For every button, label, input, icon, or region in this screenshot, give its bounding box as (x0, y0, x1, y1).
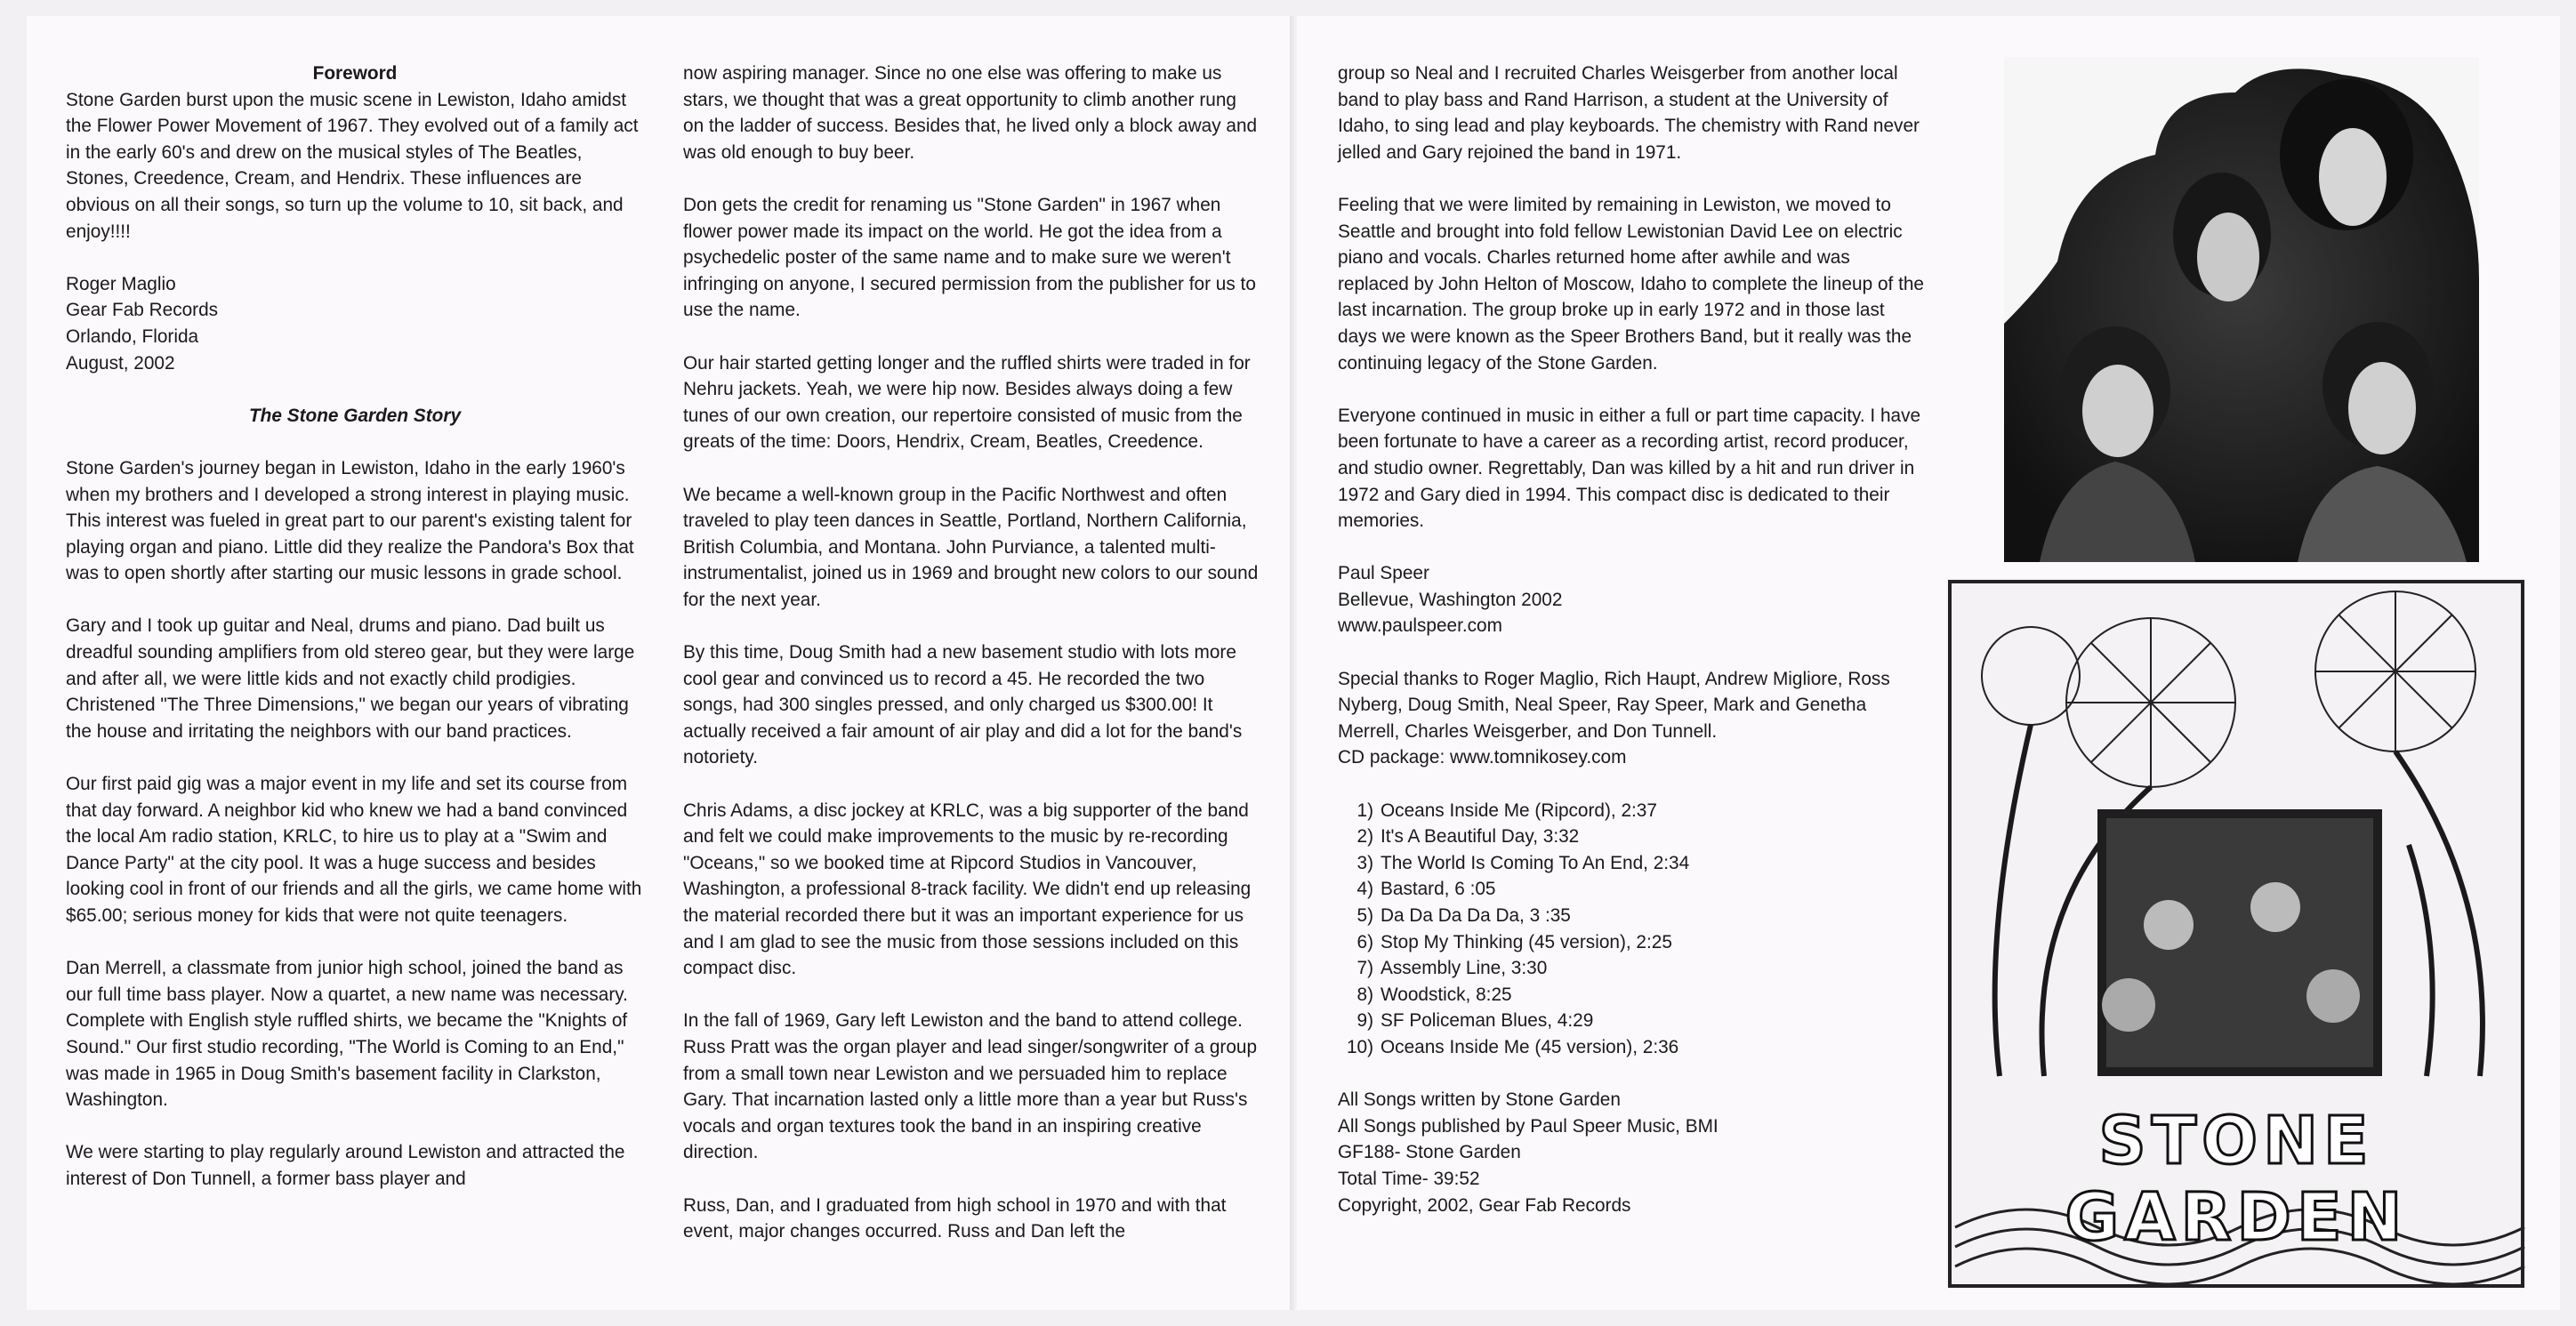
story-paragraph: Feeling that we were limited by remaining in Lewiston, we moved to Seattle and brought into fold fellow Lewistonian David Lee on electric piano and vocals. Charles returned home after awhile and was replaced by John Helton of Moscow, Idaho to complete the lineup of the last incarnation. The group broke up in early 1972 and in those last days we were known as the Speer Brothers Band, but it really was the continuing legacy of the Stone Garden. (1338, 194, 1924, 374)
track-title: Assembly Line, 3:30 (1381, 958, 1548, 979)
story-signature (1338, 560, 1925, 639)
track-number: 10) (1346, 1036, 1373, 1057)
track-title: The World Is Coming To An End, 2:34 (1381, 852, 1690, 873)
track-number: 5) (1356, 905, 1373, 926)
track-item (1338, 798, 1925, 824)
story-paragraph: Our hair started getting longer and the ruffled shirts were traded in for Nehru jackets. Yeah, we were hip now. Besides always doing a few tunes of our own creation, our repertoire consisted of music from the greats of the time: Doors, Hendrix, Cream, Beatles, Creedence. (683, 352, 1251, 453)
track-title: Bastard, 6 :05 (1381, 879, 1496, 900)
credit-line: All Songs published by Paul Speer Music, BMI (1338, 1115, 1719, 1137)
story-paragraph: By this time, Doug Smith had a new basement studio with lots more cool gear and convinced us to record a 45. He recorded the two songs, had 300 singles pressed, and only charged us $300.00! It actually received a fair amount of air play and did a lot for the band's notoriety. (683, 642, 1243, 768)
signature-line: Paul Speer (1338, 563, 1429, 584)
story-paragraph: Gary and I took up guitar and Neal, drums and piano. Dad built us dreadful sounding amplifiers from old stereo gear, but they were large and after all, we were little kids and not exactly child prodigies. Christened "The Three Dimensions," we began our years of vibrating the house and irritating the neighbors with our band practices. (66, 615, 635, 742)
track-number: 2) (1356, 826, 1373, 848)
track-title: It's A Beautiful Day, 3:32 (1381, 826, 1580, 848)
credit-line: Copyright, 2002, Gear Fab Records (1338, 1194, 1631, 1216)
story-paragraph: Dan Merrell, a classmate from junior high school, joined the band as our full time bass player. Now a quartet, a new name was necessary. Complete with English style ruffled shirts, we became the "Knights of Sound." Our first studio recording, "The World is Coming to an End," was made in 1965 in Doug Smith's basement facility in Clarkston, Washington. (66, 958, 628, 1111)
track-item (1338, 850, 1925, 877)
story-paragraph: We were starting to play regularly around Lewiston and attracted the interest of Don Tunnell, a former bass player and (66, 1142, 625, 1189)
signature-line: Orlando, Florida (66, 325, 199, 347)
track-item (1338, 903, 1925, 929)
text-column-2 (683, 60, 1261, 1271)
text-column-1 (66, 60, 644, 1218)
signature-line: Gear Fab Records (66, 300, 219, 321)
story-title: The Stone Garden Story (248, 405, 462, 426)
track-item (1338, 824, 1925, 850)
special-thanks (1338, 666, 1925, 771)
track-item (1338, 955, 1925, 982)
credit-line: Total Time- 39:52 (1338, 1168, 1480, 1189)
track-item (1338, 1034, 1925, 1061)
track-number: 8) (1356, 984, 1373, 1005)
track-number: 9) (1356, 1010, 1373, 1032)
track-title: Oceans Inside Me (Ripcord), 2:37 (1381, 800, 1657, 821)
story-paragraph: In the fall of 1969, Gary left Lewiston and the band to attend college. Russ Pratt was the organ player and lead singer/songwriter of a group from a small town near Lewiston and we persuaded him to replace Gary. That incarnation lasted only a little more than a year but Russ's vocals and organ textures took the band in an inspiring creative direction. (683, 1010, 1258, 1163)
track-title: Stop My Thinking (45 version), 2:25 (1381, 931, 1672, 952)
story-paragraph: Chris Adams, a disc jockey at KRLC, was a big supporter of the band and felt we could make improvements to the music by re-recording "Oceans," so we booked time at Ripcord Studios in Vancouver, Washington, a professional 8-track facility. We didn't end up releasing the material recorded there but it was an important experience for us and I am glad to see the music from those sessions included on this compact disc. (683, 800, 1252, 979)
track-title: Woodstick, 8:25 (1381, 984, 1512, 1005)
track-item (1338, 982, 1925, 1009)
track-item (1338, 929, 1925, 956)
track-number: 3) (1356, 852, 1373, 873)
track-number: 7) (1356, 958, 1373, 979)
story-paragraph: Everyone continued in music in either a full or part time capacity. I have been fortunate to have a career as a recording artist, record producer, and studio owner. Regrettably, Dan was killed by a hit and run driver in 1972 and Gary died in 1994. This compact disc is dedicated to their memories. (1338, 405, 1921, 532)
track-item (1338, 876, 1925, 903)
track-title: Da Da Da Da Da, 3 :35 (1381, 905, 1571, 926)
album-cover-art (1946, 578, 2526, 1290)
foreword-body: Stone Garden burst upon the music scene in Lewiston, Idaho amidst the Flower Power Movement of 1967. They evolved out of a family act in the early 60's and drew on the musical styles of The Beatles, Stones, Creedence, Cream, and Hendrix. These influences are obvious on all their songs, so turn up the volume to 10, sit back, and enjoy!!!! (66, 89, 639, 242)
story-paragraph: now aspiring manager. Since no one else was offering to make us stars, we thought that was a great opportunity to climb another rung on the ladder of success. Besides that, he lived only a block away and was old enough to buy beer. (683, 63, 1258, 163)
band-photo (2004, 57, 2479, 562)
band-photo-illustration (2004, 57, 2479, 562)
thanks-text: Special thanks to Roger Maglio, Rich Haupt, Andrew Migliore, Ross Nyberg, Doug Smith, Neal Speer, Ray Speer, Mark and Genetha Merrell, Charles Weisgerber, and Don Tunnell. (1338, 668, 1890, 742)
track-item (1338, 1008, 1925, 1034)
story-paragraph: Our first paid gig was a major event in my life and set its course from that day forward. A neighbor kid who knew we had a band convinced the local Am radio station, KRLC, to hire us to play at a "Swim and Dance Party" at the city pool. It was a huge success and besides looking cool in front of our friends and all the girls, we came home with $65.00; serious money for kids that were not quite teenagers. (66, 774, 642, 926)
stone-garden-logo: STONE GARDEN (2065, 1103, 2408, 1256)
credits (1338, 1087, 1925, 1218)
story-paragraph: Russ, Dan, and I graduated from high school in 1970 and with that event, major changes occurred. Russ and Dan left the (683, 1194, 1227, 1242)
track-number: 4) (1356, 879, 1373, 900)
story-paragraph: Stone Garden's journey began in Lewiston, Idaho in the early 1960's when my brothers and I developed a strong interest in playing music. This interest was fueled in great part to our parent's existing talent for playing organ and piano. Little did they realize the Pandora's Box that was to open shortly after starting our music lessons in grade school. (66, 457, 634, 584)
signature-line: www.paulspeer.com (1338, 615, 1502, 637)
signature-line: Bellevue, Washington 2002 (1338, 589, 1563, 610)
story-paragraph: group so Neal and I recruited Charles Weisgerber from another local band to play bass and Rand Harrison, a student at the University of Idaho, to sing lead and play keyboards. The chemistry with Rand never jelled and Gary rejoined the band in 1971. (1338, 63, 1920, 163)
foreword-signature (66, 271, 644, 376)
cd-package-credit: CD package: www.tomnikosey.com (1338, 747, 1627, 768)
signature-line: Roger Maglio (66, 273, 176, 294)
story-paragraph: We became a well-known group in the Pacific Northwest and often traveled to play teen dances in Seattle, Portland, Northern California, British Columbia, and Montana. John Purviance, a talented multi-instrumentalist, joined us in 1969 and brought new colors to our sound for the next year. (683, 484, 1259, 610)
track-list (1338, 798, 1925, 1061)
track-number: 1) (1356, 800, 1373, 821)
track-title: SF Policeman Blues, 4:29 (1381, 1010, 1594, 1032)
track-title: Oceans Inside Me (45 version), 2:36 (1381, 1036, 1679, 1057)
text-column-3 (1338, 60, 1925, 1245)
credit-line: All Songs written by Stone Garden (1338, 1089, 1621, 1111)
story-paragraph: Don gets the credit for renaming us "Stone Garden" in 1967 when flower power made its impact on the world. He got the idea from a psychedelic poster of the same name and to make sure we weren't infringing on anyone, I secured permission from the publisher for us to use the name. (683, 194, 1256, 321)
signature-line: August, 2002 (66, 352, 175, 374)
booklet-fold (1290, 16, 1297, 1310)
credit-line: GF188- Stone Garden (1338, 1142, 1521, 1163)
foreword-heading: Foreword (312, 63, 398, 84)
track-number: 6) (1356, 931, 1373, 952)
